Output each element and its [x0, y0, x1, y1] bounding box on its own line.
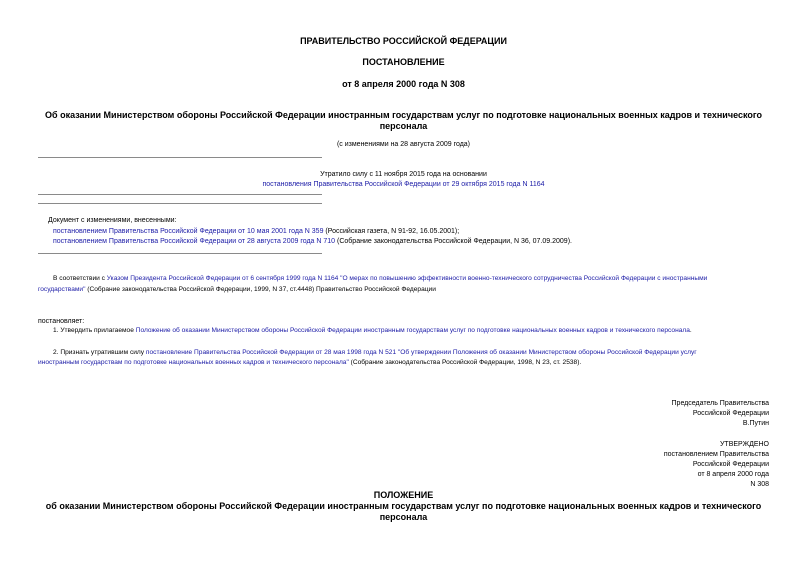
point-1	[53, 326, 692, 335]
point-1-prefix: 1. Утвердить прилагаемое	[53, 327, 136, 334]
divider	[38, 253, 322, 254]
amendment-source: (Собрание законодательства Российской Федерации, N 36, 07.09.2009).	[335, 238, 572, 245]
point-2-line1	[53, 348, 697, 357]
divider	[38, 194, 322, 195]
amendment-source: (Российская газета, N 91-92, 16.05.2001);	[323, 228, 460, 235]
point-2-suffix: (Собрание законодательства Российской Федерации, 1998, N 23, ст. 2538).	[348, 359, 582, 366]
approval-line2: постановлением Правительства	[663, 451, 769, 458]
amendment-link[interactable]: постановлением Правительства Российской Федерации от 10 мая 2001 года N 359	[53, 228, 324, 235]
regulation-title-line2: персонала	[379, 512, 428, 522]
point-2-prefix: 2. Признать утратившим силу	[53, 349, 146, 356]
regulation-link[interactable]: Положение об оказании Министерством обороны Российской Федерации иностранным государствам услуг по подготовке национальных военных кадров и технического персонала	[135, 327, 690, 334]
repealed-resolution-link-continued[interactable]: иностранным государствам по подготовке национальных военных кадров и технического персонала"	[38, 359, 349, 366]
approval-line5: N 308	[750, 481, 769, 488]
government-heading: ПРАВИТЕЛЬСТВО РОССИЙСКОЙ ФЕДЕРАЦИИ	[300, 36, 507, 46]
signature-line1: Председатель Правительства	[671, 400, 769, 407]
signature-line2: Российской Федерации	[692, 410, 769, 417]
document-title-line1: Об оказании Министерством обороны Российской Федерации иностранным государствам услуг по подготовке национальных военных кадров и технического	[45, 110, 762, 120]
regulation-heading: ПОЛОЖЕНИЕ	[373, 490, 434, 500]
point-1-suffix: .	[689, 327, 692, 334]
point-2-line2	[38, 358, 581, 367]
void-notice-text: Утратило силу с 11 ноября 2015 года на основании	[320, 171, 487, 178]
document-date-number: от 8 апреля 2000 года N 308	[342, 79, 465, 89]
resolves-text: постановляет:	[38, 318, 85, 325]
decree-link-continued[interactable]: государствами"	[38, 286, 86, 293]
document-title-line2: персонала	[379, 121, 428, 131]
preamble-suffix: (Собрание законодательства Российской Федерации, 1999, N 37, ст.4448) Правительство Российской Федерации	[85, 286, 436, 293]
preamble-line2	[38, 285, 436, 294]
regulation-title-line1: об оказании Министерством обороны Российской Федерации иностранным государствам услуг по подготовке национальных военных кадров и технического	[45, 501, 762, 511]
preamble-line1	[53, 274, 707, 283]
document-type: ПОСТАНОВЛЕНИЕ	[362, 57, 445, 67]
divider	[38, 203, 322, 204]
amendments-intro: Документ с изменениями, внесенными:	[48, 217, 177, 224]
void-notice-link[interactable]: постановления Правительства Российской Федерации от 29 октября 2015 года N 1164	[262, 181, 545, 188]
preamble-prefix: В соответствии с	[53, 275, 107, 282]
signature-name: В.Путин	[742, 420, 769, 427]
amendment-item	[53, 227, 459, 236]
approval-line3: Российской Федерации	[692, 461, 769, 468]
approval-line1: УТВЕРЖДЕНО	[719, 441, 769, 448]
decree-link[interactable]: Указом Президента Российской Федерации от 6 сентября 1999 года N 1164 "О мерах по повышению эффективности военно-технического сотрудничества Российской Федерации с иностранными	[106, 275, 708, 282]
repealed-resolution-link[interactable]: постановление Правительства Российской Федерации от 28 мая 1998 года N 521 "Об утверждении Положения об оказании Министерством обороны Российской Федерации услуг	[145, 349, 697, 356]
approval-line4: от 8 апреля 2000 года	[697, 471, 769, 478]
amendment-link[interactable]: постановлением Правительства Российской Федерации от 28 августа 2009 года N 710	[53, 238, 336, 245]
divider	[38, 157, 322, 158]
amendment-note: (с изменениями на 28 августа 2009 года)	[336, 141, 471, 148]
amendment-item	[53, 237, 572, 246]
